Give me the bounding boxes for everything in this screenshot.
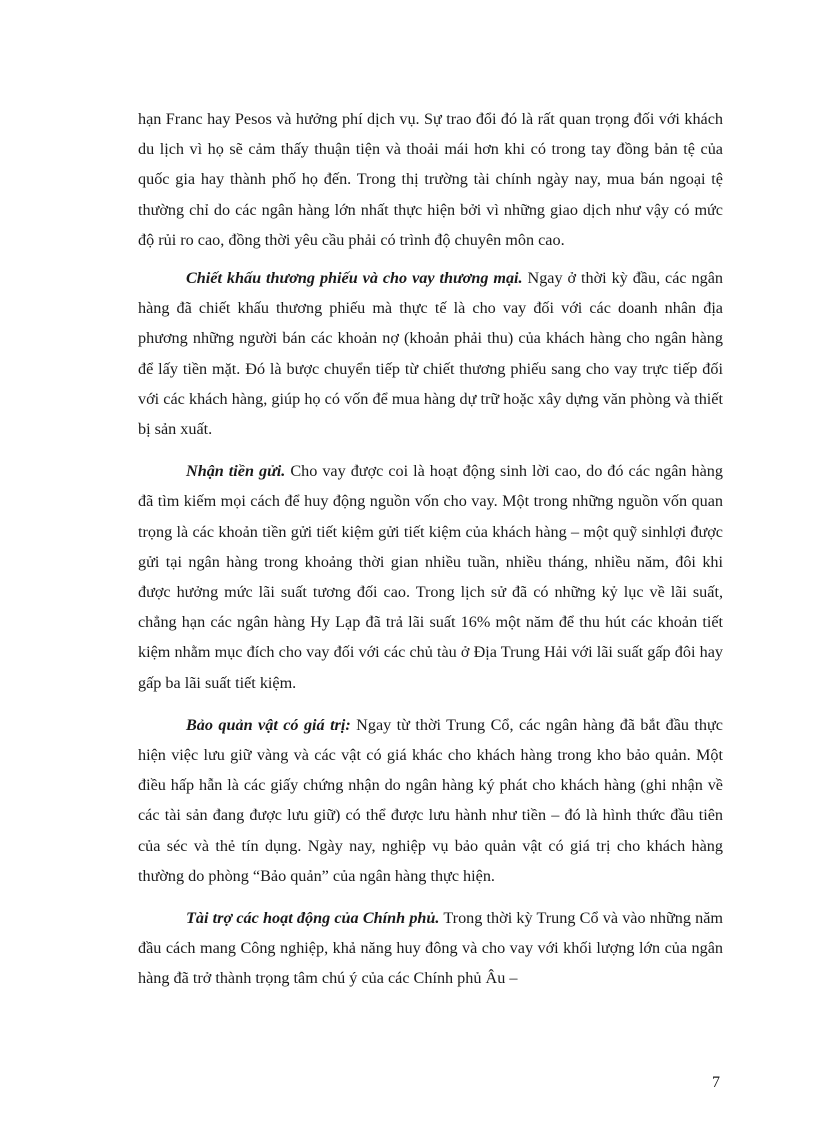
section-heading: Nhận tiền gửi.	[186, 462, 286, 481]
paragraph-discounting-commercial-loans	[138, 263, 723, 444]
section-heading: Chiết khấu thương phiếu và cho vay thương mại.	[186, 269, 523, 288]
paragraph-text: Trong thời kỳ Trung Cổ và vào những năm đầu cách mang Công nghiệp, khả năng huy đông và cho vay với khối lượng lớn của ngân hàng đã trở thành trọng tâm chú ý của các Chính phủ Âu –	[138, 909, 723, 988]
paragraph-deposits	[138, 456, 723, 698]
paragraph-text: Ngay từ thời Trung Cổ, các ngân hàng đã bắt đầu thực hiện việc lưu giữ vàng và các vật có giá khác cho khách hàng trong kho bảo quản. Một điều hấp hẫn là các giấy chứng nhận do ngân hàng ký phát cho khách hàng (ghi nhận về các tài sản đang được lưu giữ) có thể được lưu hành như tiền – đó là hình thức đầu tiên của séc và thẻ tín dụng. Ngày nay, nghiệp vụ bảo quản vật có giá trị cho khách hàng thường do phòng “Bảo quản” của ngân hàng thực hiện.	[138, 715, 723, 885]
body-text	[138, 104, 723, 1006]
paragraph-currency-exchange	[138, 104, 723, 255]
paragraph-text: Cho vay được coi là hoạt động sinh lời cao, do đó các ngân hàng đã tìm kiếm mọi cách để huy động nguồn vốn cho vay. Một trong những nguồn vốn quan trọng là các khoản tiền gửi tiết kiệm gửi tiết kiệm của khách hàng – một quỹ sinhlợi được gửi tại ngân hàng trong khoảng thời gian nhiều tuần, nhiều tháng, nhiều năm, đôi khi được hưởng mức lãi suất tương đối cao. Trong lịch sử đã có những kỷ lục về lãi suất, chẳng hạn các ngân hàng Hy Lạp đã trả lãi suất 16% một năm để thu hút các khoản tiết kiệm nhằm mục đích cho vay đối với các chủ tàu ở Địa Trung Hải với lãi suất gấp đôi hay gấp ba lãi suất tiết kiệm.	[138, 462, 723, 692]
section-heading: Tài trợ các hoạt động của Chính phủ.	[186, 909, 440, 928]
page-number: 7	[712, 1074, 720, 1091]
paragraph-text: Ngay ở thời kỳ đầu, các ngân hàng đã chiết khấu thương phiếu mà thực tế là cho vay đối với các doanh nhân địa phương những người bán các khoản nợ (khoản phải thu) của khách hàng cho ngân hàng để lấy tiền mặt. Đó là bược chuyển tiếp từ chiết thương phiếu sang cho vay trực tiếp đối với các khách hàng, giúp họ có vốn để mua hàng dự trữ hoặc xây dựng văn phòng và thiết bị sản xuất.	[138, 269, 723, 439]
paragraph-safekeeping	[138, 710, 723, 891]
paragraph-text: hạn Franc hay Pesos và hưởng phí dịch vụ. Sự trao đổi đó là rất quan trọng đối với khách du lịch vì họ sẽ cảm thấy thuận tiện và thoải mái hơn khi có trong tay đồng bản tệ của quốc gia hay thành phố họ đến. Trong thị trường tài chính ngày nay, mua bán ngoại tệ thường chỉ do các ngân hàng lớn nhất thực hiện bởi vì những giao dịch như vậy có mức độ rủi ro cao, đồng thời yêu cầu phải có trình độ chuyên môn cao.	[138, 110, 723, 249]
section-heading: Bảo quản vật có giá trị:	[186, 715, 351, 734]
paragraph-government-financing	[138, 903, 723, 994]
